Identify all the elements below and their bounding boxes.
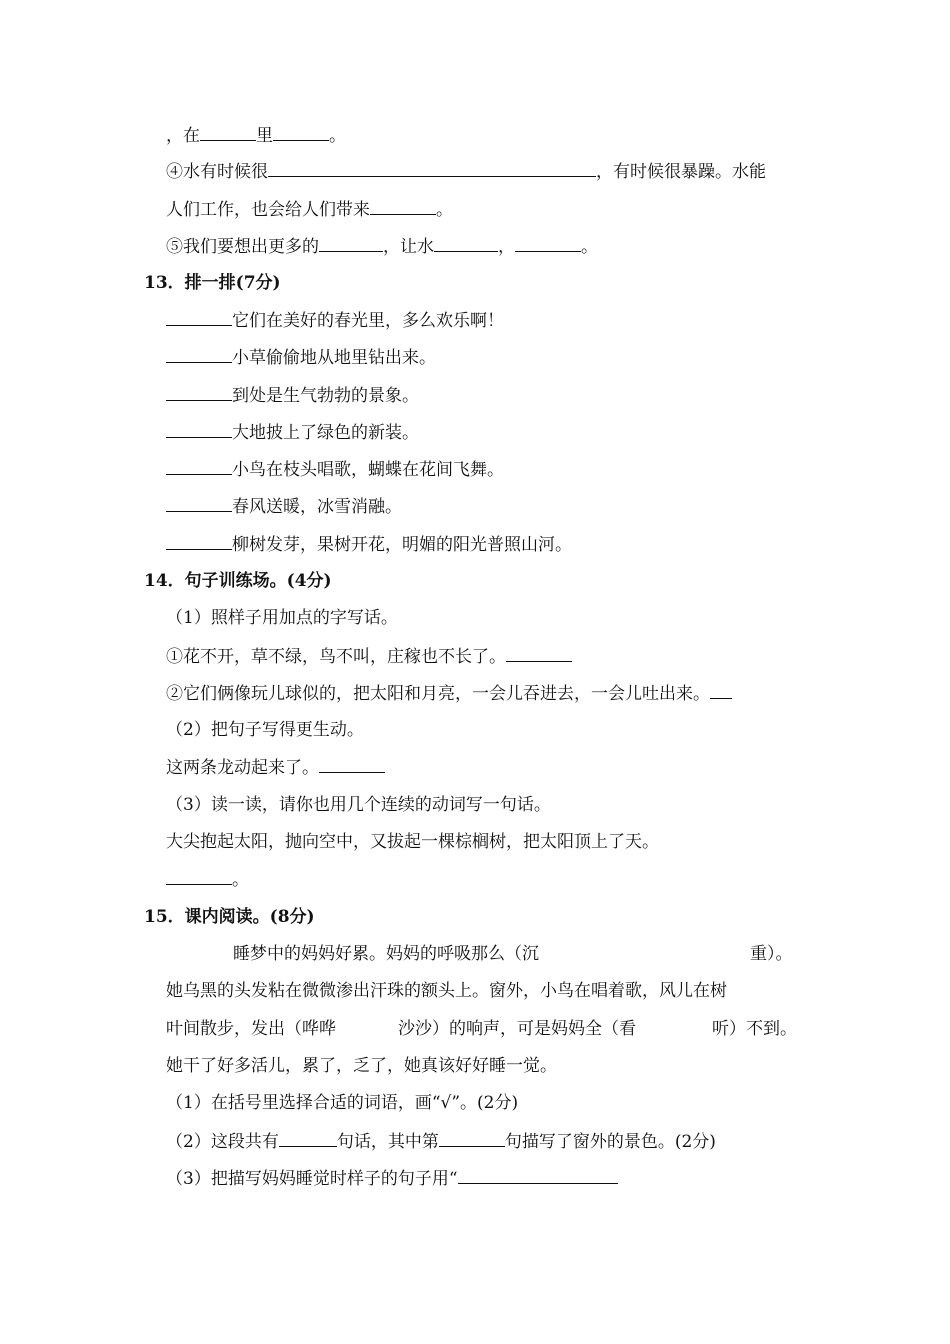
passage-line-1b: 重）。 (750, 944, 793, 964)
answer-blank[interactable] (273, 124, 329, 141)
q15-sub-1: （1）在括号里选择合适的词语，画“√”。(2分) (166, 1093, 519, 1113)
order-blank[interactable] (166, 384, 232, 401)
q12-text: 。 (581, 237, 598, 257)
passage-line-3b: 沙沙）的响声，可是妈妈全（看 (398, 1019, 636, 1039)
answer-blank[interactable] (515, 235, 581, 252)
passage-line-3c: 听）不到。 (712, 1019, 797, 1039)
answer-blank[interactable] (710, 682, 732, 699)
q12-line-1 (166, 124, 346, 147)
q15-sub-2-text: 句描写了窗外的景色。(2分) (504, 1132, 716, 1152)
q15-sub-3-text: （3）把描写妈妈睡觉时样子的句子用“ (166, 1169, 458, 1189)
q14-sub-2: （2）把句子写得更生动。 (166, 720, 364, 740)
q12-text: ，在 (166, 126, 200, 146)
q12-text: ，让水 (383, 237, 434, 257)
answer-blank[interactable] (268, 160, 596, 177)
q12-text: 里 (256, 126, 273, 146)
q14-sub-3: （3）读一读，请你也用几个连续的动词写一句话。 (166, 795, 551, 815)
q15-sub-3 (166, 1167, 618, 1190)
q13-item (166, 384, 419, 407)
q12-text: 。 (436, 200, 453, 220)
q12-line-3 (166, 198, 453, 221)
q14-sentence (166, 756, 385, 779)
q12-line-4 (166, 235, 598, 258)
answer-blank[interactable] (319, 756, 385, 773)
q12-text: ⑤我们要想出更多的 (166, 237, 319, 257)
q15-sub-2-text: 句话，其中第 (336, 1132, 439, 1152)
q13-item-text: 春风送暖，冰雪消融。 (232, 497, 402, 517)
q14-example-3: 大尖抱起太阳，抛向空中，又拔起一棵棕榈树，把太阳顶上了天。 (166, 832, 659, 852)
q12-text: ④水有时候很 (166, 162, 268, 182)
answer-blank[interactable] (458, 1167, 618, 1184)
q12-text: 人们工作，也会给人们带来 (166, 200, 370, 220)
q13-item (166, 421, 419, 444)
order-blank[interactable] (166, 458, 232, 475)
q13-item-text: 大地披上了绿色的新装。 (232, 423, 419, 443)
order-blank[interactable] (166, 346, 232, 363)
q12-text: ，有时候很暴躁。水能 (596, 162, 766, 182)
q15-title: 15．课内阅读。(8分) (144, 907, 315, 927)
q13-item (166, 495, 402, 518)
q13-item (166, 346, 436, 369)
passage-line-2: 她乌黑的头发粘在微微渗出汗珠的额头上。窗外，小鸟在唱着歌，风儿在树 (166, 981, 727, 1001)
answer-blank[interactable] (370, 198, 436, 215)
q13-item-text: 到处是生气勃勃的景象。 (232, 386, 419, 406)
answer-blank[interactable] (279, 1130, 337, 1147)
q12-line-2 (166, 160, 766, 183)
q13-item (166, 309, 504, 332)
q14-end-mark: 。 (232, 870, 249, 890)
q13-item-text: 柳树发芽，果树开花，明媚的阳光普照山河。 (232, 535, 572, 555)
q14-sub-1: （1）照样子用加点的字写话。 (166, 608, 398, 628)
q12-text: ， (498, 237, 515, 257)
answer-blank[interactable] (200, 124, 256, 141)
answer-blank[interactable] (319, 235, 383, 252)
q14-example-2 (166, 682, 732, 705)
passage-line-4: 她干了好多活儿，累了，乏了，她真该好好睡一觉。 (166, 1056, 557, 1076)
order-blank[interactable] (166, 309, 232, 326)
q13-title: 13．排一排(7分) (144, 273, 281, 293)
answer-blank[interactable] (439, 1130, 505, 1147)
q13-item-text: 它们在美好的春光里，多么欢乐啊！ (232, 311, 504, 331)
order-blank[interactable] (166, 533, 232, 550)
q13-item-text: 小鸟在枝头唱歌，蝴蝶在花间飞舞。 (232, 460, 504, 480)
q13-item (166, 533, 572, 556)
q15-sub-2-text: （2）这段共有 (166, 1132, 279, 1152)
q12-text: 。 (329, 126, 346, 146)
q13-item-text: 小草偷偷地从地里钻出来。 (232, 348, 436, 368)
q14-example-1 (166, 645, 572, 668)
q14-title: 14．句子训练场。(4分) (144, 571, 332, 591)
answer-blank[interactable] (434, 235, 498, 252)
q15-sub-2 (166, 1130, 716, 1153)
q14-sentence-text: 这两条龙动起来了。 (166, 758, 319, 778)
answer-blank[interactable] (166, 868, 232, 885)
q14-example-text: ①花不开，草不绿，鸟不叫，庄稼也不长了。 (166, 647, 506, 667)
passage-line-3a: 叶间散步，发出（哗哗 (166, 1019, 336, 1039)
q14-answer-line (166, 868, 249, 891)
order-blank[interactable] (166, 495, 232, 512)
q14-example-text: ②它们俩像玩儿球似的，把太阳和月亮，一会儿吞进去，一会儿吐出来。 (166, 684, 710, 704)
passage-line-1a: 睡梦中的妈妈好累。妈妈的呼吸那么（沉 (233, 944, 539, 964)
answer-blank[interactable] (506, 645, 572, 662)
order-blank[interactable] (166, 421, 232, 438)
q13-item (166, 458, 504, 481)
